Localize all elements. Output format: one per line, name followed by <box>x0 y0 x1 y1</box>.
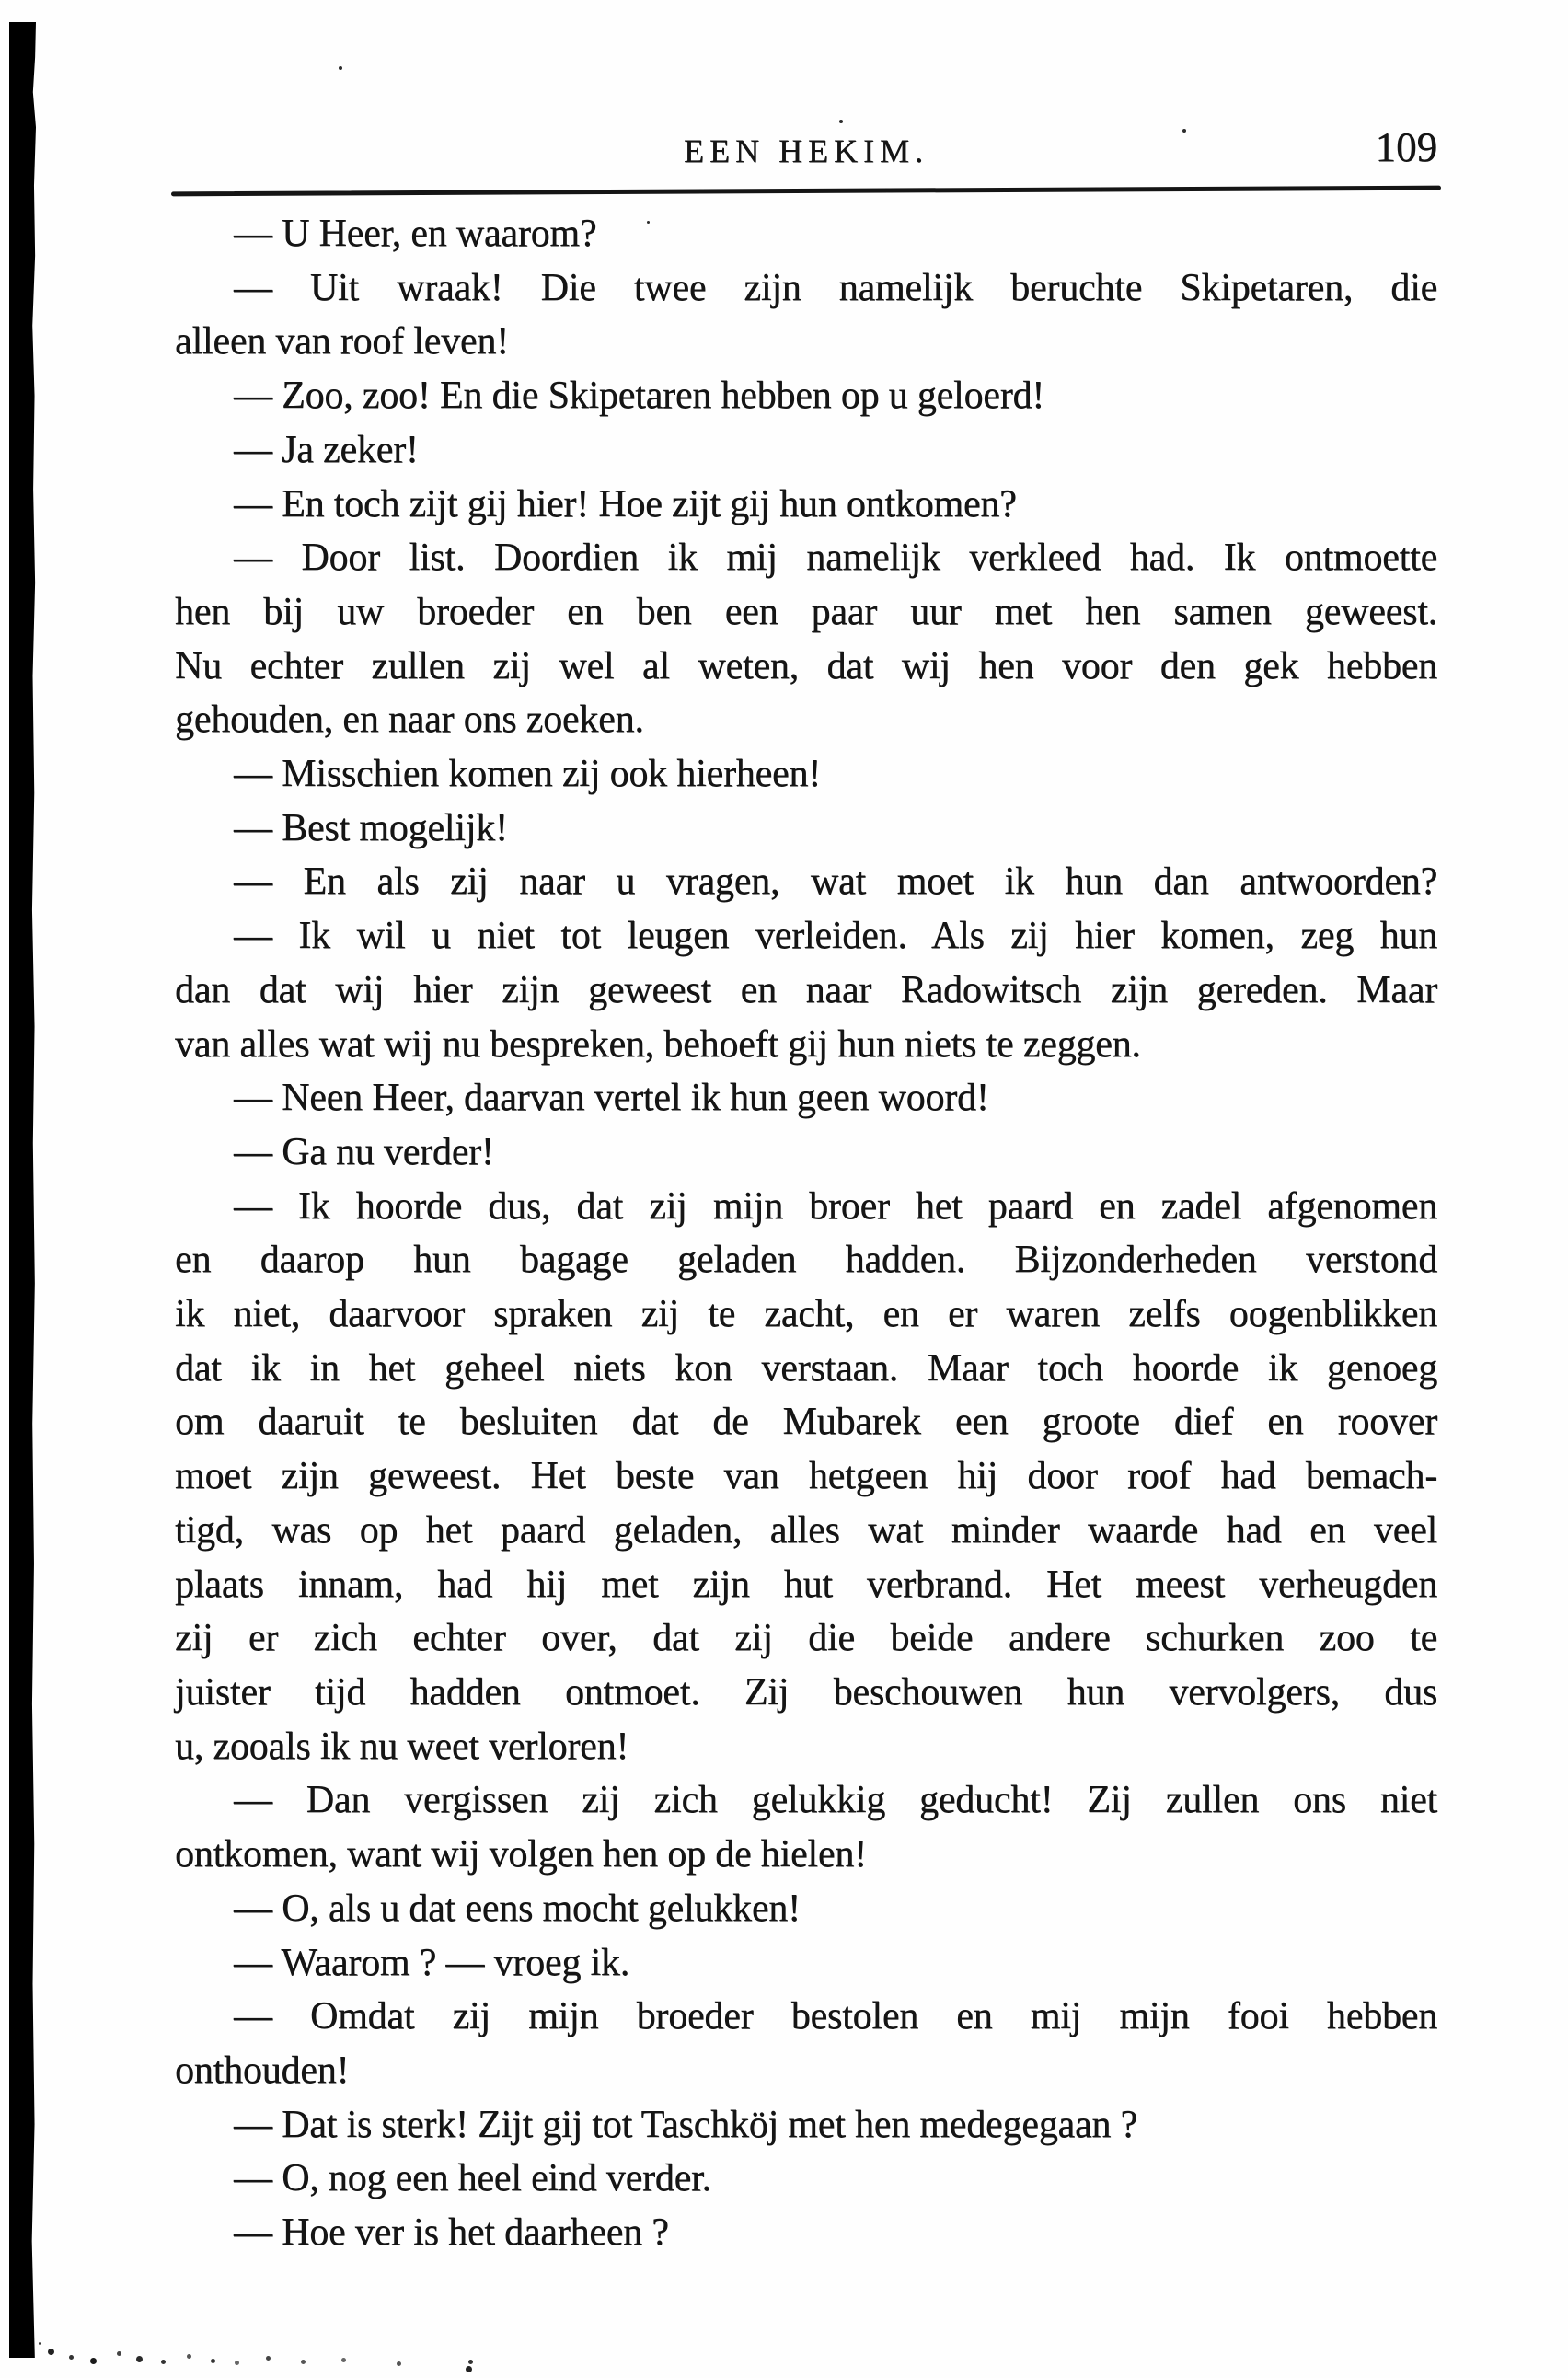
text-line: hen bij uw broeder en ben een paar uur met hen samen geweest. <box>175 590 1437 633</box>
text-line: juister tijd hadden ontmoet. Zij beschouwen hun vervolgers, dus <box>175 1670 1437 1714</box>
text-line: — O, nog een heel eind verder. <box>234 2157 711 2200</box>
text-line: van alles wat wij nu bespreken, behoeft gij hun niets te zeggen. <box>175 1022 1141 1066</box>
text-line: — Zoo, zoo! En die Skipetaren hebben op u geloerd! <box>234 375 1045 418</box>
scan-speck <box>1182 129 1186 133</box>
body-text <box>175 207 1437 2260</box>
text-line: — En toch zijt gij hier! Hoe zijt gij hun ontkomen? <box>234 482 1017 525</box>
text-line: gehouden, en naar ons zoeken. <box>175 698 644 742</box>
text-line: u, zooals ik nu weet verloren! <box>175 1725 629 1768</box>
text-line: alleen van roof leven! <box>175 320 509 364</box>
text-line: en daarop hun bagage geladen hadden. Bijzonderheden verstond <box>175 1239 1437 1282</box>
text-line: — En als zij naar u vragen, wat moet ik hun dan antwoorden? <box>234 860 1437 904</box>
scan-speck <box>339 66 342 70</box>
binding-shadow-bar <box>9 22 36 2358</box>
text-line: — Uit wraak! Die twee zijn namelijk beruchte Skipetaren, die <box>234 266 1437 309</box>
text-line: ontkomen, want wij volgen hen op de hielen! <box>175 1833 867 1876</box>
scan-speck <box>839 120 843 123</box>
text-line: — Ik hoorde dus, dat zij mijn broer het paard en zadel afgenomen <box>234 1184 1437 1228</box>
text-line: ik niet, daarvoor spraken zij te zacht, en er waren zelfs oogenblikken <box>175 1293 1437 1336</box>
text-line: onthouden! <box>175 2049 350 2092</box>
text-line: plaats innam, had hij met zijn hut verbrand. Het meest verheugden <box>175 1563 1437 1606</box>
text-line: om daaruit te besluiten dat de Mubarek een groote dief en roover <box>175 1401 1437 1444</box>
running-title: EEN HEKIM. <box>684 133 928 169</box>
text-line: — Misschien komen zij ook hierheen! <box>234 753 822 796</box>
text-line: moet zijn geweest. Het beste van hetgeen hij door roof had bemach- <box>175 1455 1437 1498</box>
text-line: Nu echter zullen zij wel al weten, dat wij hen voor den gek hebben <box>175 644 1437 687</box>
text-line: — Best mogelijk! <box>234 806 508 849</box>
text-line: dat ik in het geheel niets kon verstaan. Maar toch hoorde ik genoeg <box>175 1346 1437 1390</box>
text-line: — U Heer, en waarom? <box>234 213 597 255</box>
text-line: — Ga nu verder! <box>234 1130 494 1173</box>
text-line: zij er zich echter over, dat zij die beide andere schurken zoo te <box>175 1617 1437 1660</box>
text-line: — Door list. Doordien ik mij namelijk verkleed had. Ik ontmoette <box>234 537 1437 580</box>
text-line: — Neen Heer, daarvan vertel ik hun geen woord! <box>234 1077 989 1120</box>
text-line: — Ja zeker! <box>234 428 419 471</box>
scan-speckles <box>39 2342 41 2345</box>
header-rule <box>171 186 1441 197</box>
text-line: tigd, was op het paard geladen, alles wat minder waarde had en veel <box>175 1508 1437 1552</box>
text-line: — Ik wil u niet tot leugen verleiden. Als zij hier komen, zeg hun <box>234 915 1437 958</box>
text-line: dan dat wij hier zijn geweest en naar Radowitsch zijn gereden. Maar <box>175 968 1437 1011</box>
text-line: — Waarom ? — vroeg ik. <box>234 1941 629 1984</box>
text-line: — Hoe ver is het daarheen ? <box>234 2211 669 2255</box>
text-line: — Dan vergissen zij zich gelukkig geducht! Zij zullen ons niet <box>234 1779 1437 1822</box>
text-line: — Dat is sterk! Zijt gij tot Taschköj met hen medegegaan ? <box>234 2103 1137 2146</box>
text-line: — O, als u dat eens mocht gelukken! <box>234 1887 801 1930</box>
scan-speck <box>647 221 650 224</box>
page-number: 109 <box>1375 124 1437 170</box>
text-line: — Omdat zij mijn broeder bestolen en mij mijn fooi hebben <box>234 1995 1437 2038</box>
